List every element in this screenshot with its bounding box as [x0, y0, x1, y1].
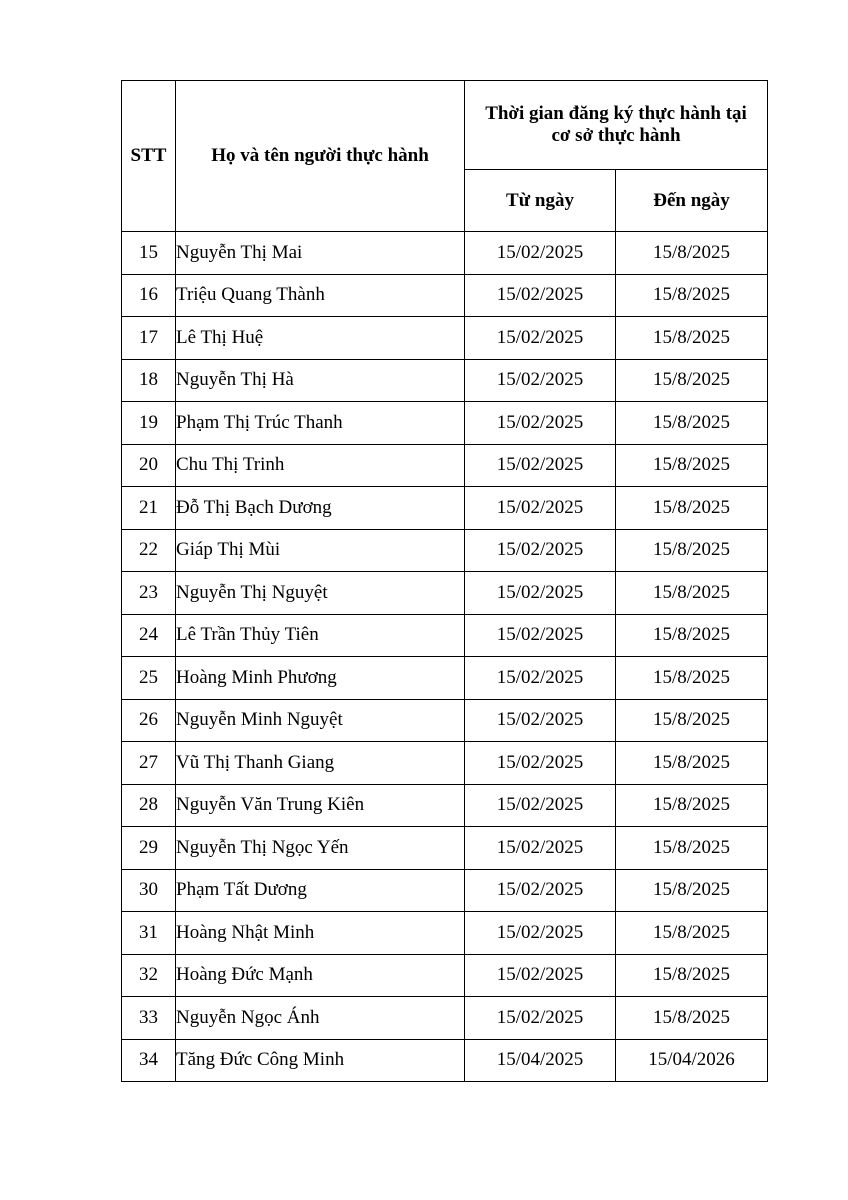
row-name-cell: Nguyễn Ngọc Ánh	[176, 997, 465, 1040]
row-name-cell: Nguyễn Văn Trung Kiên	[176, 784, 465, 827]
header-row-top	[122, 81, 768, 170]
table-row	[122, 827, 768, 870]
row-to-date-cell: 15/8/2025	[616, 827, 768, 870]
row-name-cell: Nguyễn Thị Ngọc Yến	[176, 827, 465, 870]
row-name-cell: Hoàng Đức Mạnh	[176, 954, 465, 997]
row-stt-cell: 24	[122, 614, 176, 657]
row-to-date-cell: 15/8/2025	[616, 274, 768, 317]
header-from: Từ ngày	[465, 170, 616, 232]
row-from-date-cell: 15/02/2025	[465, 954, 616, 997]
table-row	[122, 699, 768, 742]
row-name-cell: Nguyễn Thị Nguyệt	[176, 572, 465, 615]
header-name: Họ và tên người thực hành	[176, 81, 465, 232]
row-from-date-cell: 15/02/2025	[465, 912, 616, 955]
row-from-date-cell: 15/02/2025	[465, 827, 616, 870]
row-name-cell: Nguyễn Thị Hà	[176, 359, 465, 402]
row-from-date-cell: 15/02/2025	[465, 742, 616, 785]
table-row	[122, 529, 768, 572]
row-stt-cell: 27	[122, 742, 176, 785]
row-stt-cell: 20	[122, 444, 176, 487]
row-to-date-cell: 15/8/2025	[616, 317, 768, 360]
row-to-date-cell: 15/8/2025	[616, 614, 768, 657]
row-to-date-cell: 15/8/2025	[616, 232, 768, 275]
table-body	[122, 232, 768, 1082]
table-row	[122, 274, 768, 317]
table-header	[122, 81, 768, 232]
row-from-date-cell: 15/02/2025	[465, 614, 616, 657]
row-stt-cell: 23	[122, 572, 176, 615]
table-row	[122, 614, 768, 657]
row-stt-cell: 30	[122, 869, 176, 912]
table-row	[122, 869, 768, 912]
row-from-date-cell: 15/02/2025	[465, 487, 616, 530]
table-row	[122, 317, 768, 360]
row-from-date-cell: 15/02/2025	[465, 317, 616, 360]
header-to: Đến ngày	[616, 170, 768, 232]
row-name-cell: Đỗ Thị Bạch Dương	[176, 487, 465, 530]
row-name-cell: Hoàng Minh Phương	[176, 657, 465, 700]
row-stt-cell: 26	[122, 699, 176, 742]
table-row	[122, 232, 768, 275]
table-row	[122, 912, 768, 955]
row-from-date-cell: 15/02/2025	[465, 274, 616, 317]
row-name-cell: Lê Thị Huệ	[176, 317, 465, 360]
table-row	[122, 1039, 768, 1082]
row-stt-cell: 28	[122, 784, 176, 827]
table-row	[122, 997, 768, 1040]
row-name-cell: Chu Thị Trinh	[176, 444, 465, 487]
row-to-date-cell: 15/04/2026	[616, 1039, 768, 1082]
table-row	[122, 444, 768, 487]
row-to-date-cell: 15/8/2025	[616, 529, 768, 572]
row-from-date-cell: 15/04/2025	[465, 1039, 616, 1082]
row-stt-cell: 34	[122, 1039, 176, 1082]
row-to-date-cell: 15/8/2025	[616, 402, 768, 445]
row-from-date-cell: 15/02/2025	[465, 657, 616, 700]
table-row	[122, 572, 768, 615]
row-from-date-cell: 15/02/2025	[465, 699, 616, 742]
row-name-cell: Giáp Thị Mùi	[176, 529, 465, 572]
row-to-date-cell: 15/8/2025	[616, 784, 768, 827]
table-row	[122, 487, 768, 530]
row-to-date-cell: 15/8/2025	[616, 657, 768, 700]
row-stt-cell: 17	[122, 317, 176, 360]
row-name-cell: Tăng Đức Công Minh	[176, 1039, 465, 1082]
row-to-date-cell: 15/8/2025	[616, 954, 768, 997]
row-name-cell: Lê Trần Thủy Tiên	[176, 614, 465, 657]
row-name-cell: Nguyễn Thị Mai	[176, 232, 465, 275]
row-from-date-cell: 15/02/2025	[465, 997, 616, 1040]
table-row	[122, 402, 768, 445]
row-to-date-cell: 15/8/2025	[616, 742, 768, 785]
row-from-date-cell: 15/02/2025	[465, 232, 616, 275]
table-row	[122, 359, 768, 402]
header-period: Thời gian đăng ký thực hành tại cơ sở thực hành	[465, 81, 768, 170]
row-to-date-cell: 15/8/2025	[616, 912, 768, 955]
row-stt-cell: 15	[122, 232, 176, 275]
row-stt-cell: 22	[122, 529, 176, 572]
row-to-date-cell: 15/8/2025	[616, 444, 768, 487]
row-name-cell: Hoàng Nhật Minh	[176, 912, 465, 955]
row-stt-cell: 25	[122, 657, 176, 700]
table-row	[122, 742, 768, 785]
row-to-date-cell: 15/8/2025	[616, 359, 768, 402]
row-to-date-cell: 15/8/2025	[616, 869, 768, 912]
row-from-date-cell: 15/02/2025	[465, 572, 616, 615]
row-to-date-cell: 15/8/2025	[616, 572, 768, 615]
row-to-date-cell: 15/8/2025	[616, 997, 768, 1040]
row-stt-cell: 33	[122, 997, 176, 1040]
row-stt-cell: 31	[122, 912, 176, 955]
row-name-cell: Phạm Tất Dương	[176, 869, 465, 912]
row-from-date-cell: 15/02/2025	[465, 402, 616, 445]
table-row	[122, 657, 768, 700]
row-from-date-cell: 15/02/2025	[465, 359, 616, 402]
row-stt-cell: 29	[122, 827, 176, 870]
row-to-date-cell: 15/8/2025	[616, 699, 768, 742]
row-stt-cell: 21	[122, 487, 176, 530]
row-from-date-cell: 15/02/2025	[465, 444, 616, 487]
row-name-cell: Triệu Quang Thành	[176, 274, 465, 317]
row-stt-cell: 32	[122, 954, 176, 997]
row-from-date-cell: 15/02/2025	[465, 784, 616, 827]
row-stt-cell: 18	[122, 359, 176, 402]
row-name-cell: Vũ Thị Thanh Giang	[176, 742, 465, 785]
row-name-cell: Nguyễn Minh Nguyệt	[176, 699, 465, 742]
row-from-date-cell: 15/02/2025	[465, 869, 616, 912]
row-stt-cell: 19	[122, 402, 176, 445]
header-stt: STT	[122, 81, 176, 232]
row-name-cell: Phạm Thị Trúc Thanh	[176, 402, 465, 445]
row-to-date-cell: 15/8/2025	[616, 487, 768, 530]
table-row	[122, 954, 768, 997]
table-row	[122, 784, 768, 827]
row-stt-cell: 16	[122, 274, 176, 317]
practitioner-table	[121, 80, 768, 1082]
row-from-date-cell: 15/02/2025	[465, 529, 616, 572]
